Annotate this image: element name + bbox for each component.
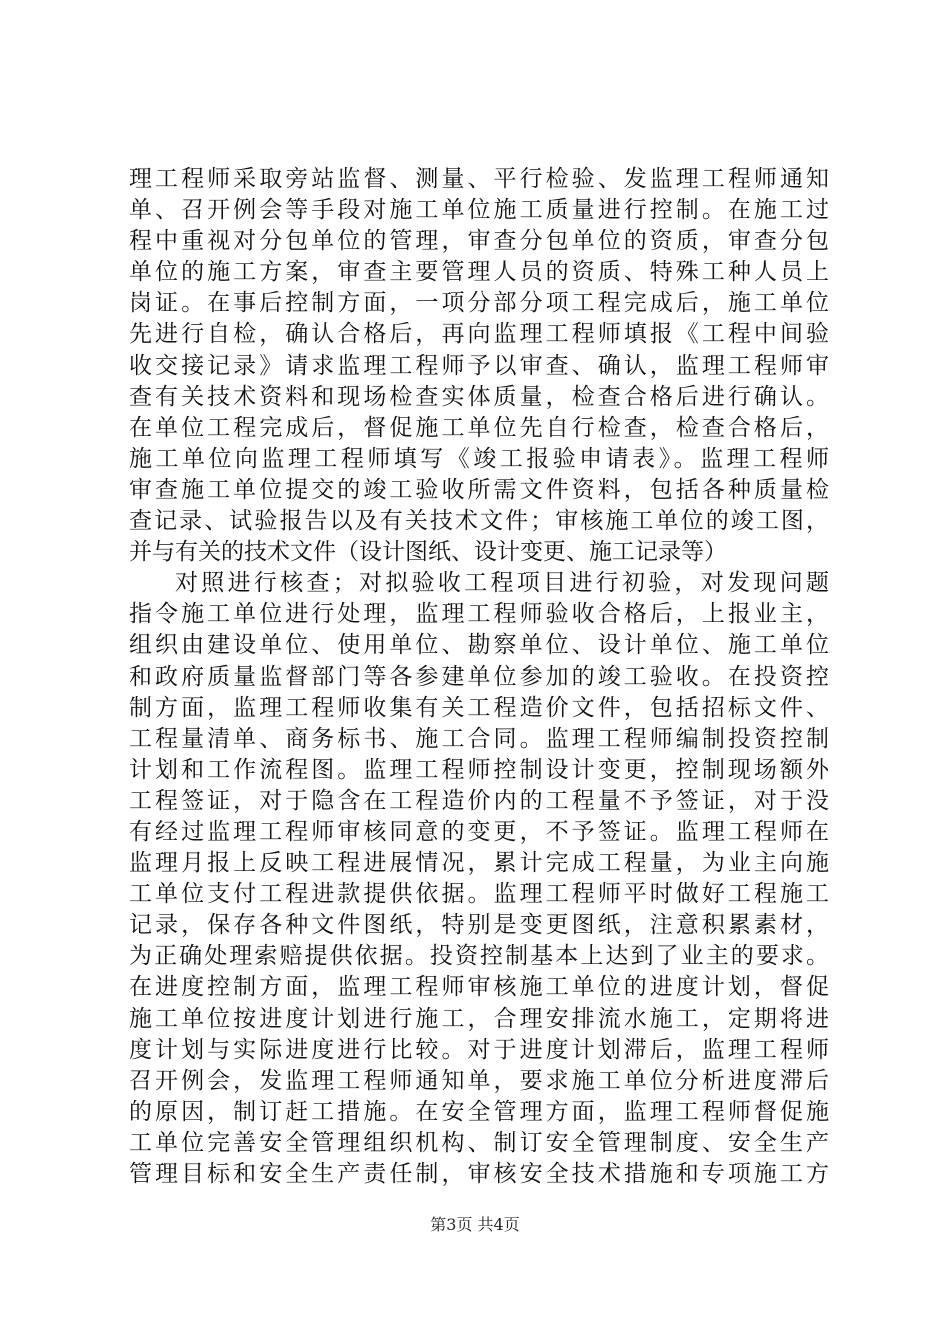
text-line: 监理月报上反映工程进展情况，累计完成工程量，为业主向施 — [129, 850, 829, 877]
text-line: 施工单位向监理工程师填写《竣工报验申请表》。监理工程师 — [129, 445, 829, 472]
text-line: 为正确处理索赔提供依据。投资控制基本上达到了业主的要求。 — [129, 943, 829, 970]
text-line: 查有关技术资料和现场检查实体质量，检查合格后进行确认。 — [129, 383, 829, 410]
text-line: 理工程师采取旁站监督、测量、平行检验、发监理工程师通知 — [129, 166, 829, 192]
text-line: 工程量清单、商务标书、施工合同。监理工程师编制投资控制 — [129, 725, 829, 752]
text-line: 和政府质量监督部门等各参建单位参加的竣工验收。在投资控 — [129, 663, 829, 690]
text-line: 管理目标和安全生产责任制，审核安全技术措施和专项施工方 — [129, 1161, 829, 1187]
text-line: 度计划与实际进度进行比较。对于进度计划滞后，监理工程师 — [129, 1036, 829, 1063]
text-line-indented: 对照进行核查；对拟验收工程项目进行初验，对发现问题 — [175, 570, 829, 597]
text-line: 制方面，监理工程师收集有关工程造价文件，包括招标文件、 — [129, 694, 829, 721]
text-line: 在单位工程完成后，督促施工单位先自行检查，检查合格后， — [129, 414, 829, 441]
text-line: 在进度控制方面，监理工程师审核施工单位的进度计划，督促 — [129, 974, 829, 1001]
text-line: 单位的施工方案，审查主要管理人员的资质、特殊工种人员上 — [129, 259, 829, 286]
text-line: 岗证。在事后控制方面，一项分部分项工程完成后，施工单位 — [129, 290, 829, 317]
text-line: 查记录、试验报告以及有关技术文件；审核施工单位的竣工图， — [129, 508, 829, 535]
text-line: 工程签证，对于隐含在工程造价内的工程量不予签证，对于没 — [129, 787, 829, 814]
text-line: 审查施工单位提交的竣工验收所需文件资料，包括各种质量检 — [129, 476, 829, 503]
text-line: 程中重视对分包单位的管理，审查分包单位的资质，审查分包 — [129, 228, 829, 255]
text-line: 工单位完善安全管理组织机构、制订安全管理制度、安全生产 — [129, 1129, 829, 1156]
page-number: 第3页 共4页 — [430, 1215, 520, 1234]
text-line: 记录，保存各种文件图纸，特别是变更图纸，注意积累素材， — [129, 912, 829, 939]
text-line: 有经过监理工程师审核同意的变更，不予签证。监理工程师在 — [129, 818, 829, 845]
text-line: 召开例会，发监理工程师通知单，要求施工单位分析进度滞后 — [129, 1067, 829, 1094]
text-line: 收交接记录》请求监理工程师予以审查、确认，监理工程师审 — [129, 352, 829, 379]
text-line: 先进行自检，确认合格后，再向监理工程师填报《工程中间验 — [129, 321, 829, 348]
page-footer — [0, 1215, 950, 1235]
text-line: 组织由建设单位、使用单位、勘察单位、设计单位、施工单位 — [129, 632, 829, 659]
text-line: 的原因，制订赶工措施。在安全管理方面，监理工程师督促施 — [129, 1098, 829, 1125]
text-line: 单、召开例会等手段对施工单位施工质量进行控制。在施工过 — [129, 197, 829, 224]
text-line: 工单位支付工程进款提供依据。监理工程师平时做好工程施工 — [129, 881, 829, 908]
document-body — [129, 164, 829, 1190]
text-line: 指令施工单位进行处理，监理工程师验收合格后，上报业主， — [129, 601, 829, 628]
text-line: 计划和工作流程图。监理工程师控制设计变更，控制现场额外 — [129, 756, 829, 783]
text-line: 并与有关的技术文件（设计图纸、设计变更、施工记录等） — [129, 539, 727, 566]
text-line: 施工单位按进度计划进行施工，合理安排流水施工，定期将进 — [129, 1005, 829, 1032]
